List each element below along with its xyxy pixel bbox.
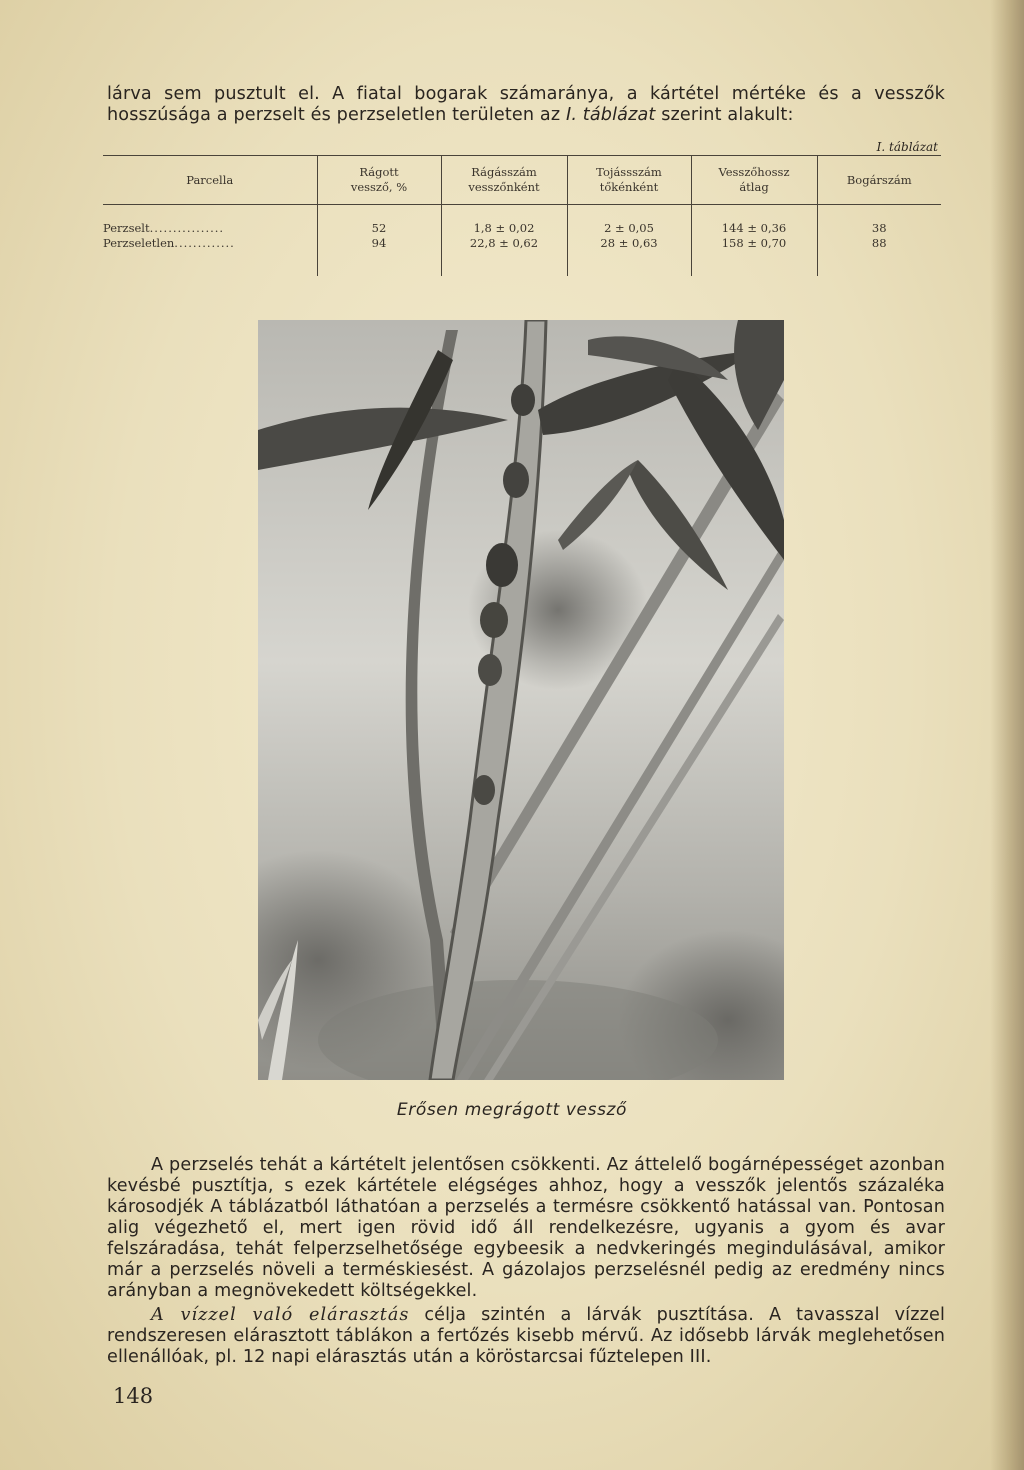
header-ragasszam: Rágásszám vesszőnként: [441, 156, 567, 205]
row-label: Perzseletlen.............: [103, 236, 235, 250]
cell-tojasszam: 28 ± 0,63: [567, 236, 691, 276]
body-text: [107, 1155, 945, 1368]
cell-ragasszam: 22,8 ± 0,62: [441, 236, 567, 276]
cell-vesszohossz: 158 ± 0,70: [691, 236, 817, 276]
table-row: [103, 205, 941, 237]
willow-shoot-photo: [258, 320, 784, 1080]
header-bogarszam: Bogárszám: [817, 156, 941, 205]
intro-text: lárva sem pusztult el. A fiatal bogarak számaránya, a kártétel mértéke és a vesszők hosszúsága a perzselt és perzseletlen területen az: [107, 84, 945, 125]
cell-tojasszam: 2 ± 0,05: [567, 205, 691, 237]
intro-table-reference: I. táblázat: [565, 105, 656, 125]
cell-bogarszam: 38: [817, 205, 941, 237]
table-caption: I. táblázat: [876, 140, 938, 154]
cell-bogarszam: 88: [817, 236, 941, 276]
table-header-row: [103, 156, 941, 205]
intro-paragraph: [107, 84, 945, 126]
header-ragott: Rágott vessző, %: [317, 156, 441, 205]
cell-vesszohossz: 144 ± 0,36: [691, 205, 817, 237]
photo-caption: Erősen megrágott vessző: [396, 1100, 628, 1120]
page-number: 148: [113, 1384, 154, 1408]
paragraph-2: [107, 1305, 945, 1368]
paragraph-2-rest: célja szintén a lárvák pusztítása. A tavasszal vízzel rendszeresen elárasztott táblákon a fertőzés kisebb mérvű. Az idősebb lárvák meglehetősen ellenállóak, pl. 12 napi elárasztás után a köröstarcsai fűztelepen III.: [107, 1305, 945, 1367]
cell-ragott: 94: [317, 236, 441, 276]
cell-ragasszam: 1,8 ± 0,02: [441, 205, 567, 237]
header-tojasszam: Tojássszám tőkénként: [567, 156, 691, 205]
cell-ragott: 52: [317, 205, 441, 237]
data-table: [103, 155, 941, 276]
table-row: [103, 236, 941, 276]
header-parcella: Parcella: [103, 156, 317, 205]
paragraph-2-lead: A vízzel való elárasztás: [151, 1305, 410, 1325]
page-edge-shadow: [990, 0, 1024, 1470]
intro-tail: szerint alakult:: [655, 105, 794, 125]
row-label: Perzselt................: [103, 221, 225, 235]
paragraph-1: A perzselés tehát a kártételt jelentősen csökkenti. Az áttelelő bogárnépességet azonban kevésbé pusztítja, s ezek kártétele elégséges ahhoz, hogy a vesszők jelentős százaléka károsodjék A táblázatból láthatóan a perzselés a termésre csökkentő hatással van. Pontosan alig végezhető el, mert igen rövid idő áll rendelkezésre, ugyanis a gyom és avar felszáradása, tehát felperzselhetősége egybeesik a nedvkeringés megindulásával, amikor már a perzselés növeli a terméskiesést. A gázolajos perzselésnél pedig az eredmény nincs arányban a megnövekedett költségekkel.: [107, 1155, 945, 1301]
header-vesszohossz: Vesszőhossz átlag: [691, 156, 817, 205]
